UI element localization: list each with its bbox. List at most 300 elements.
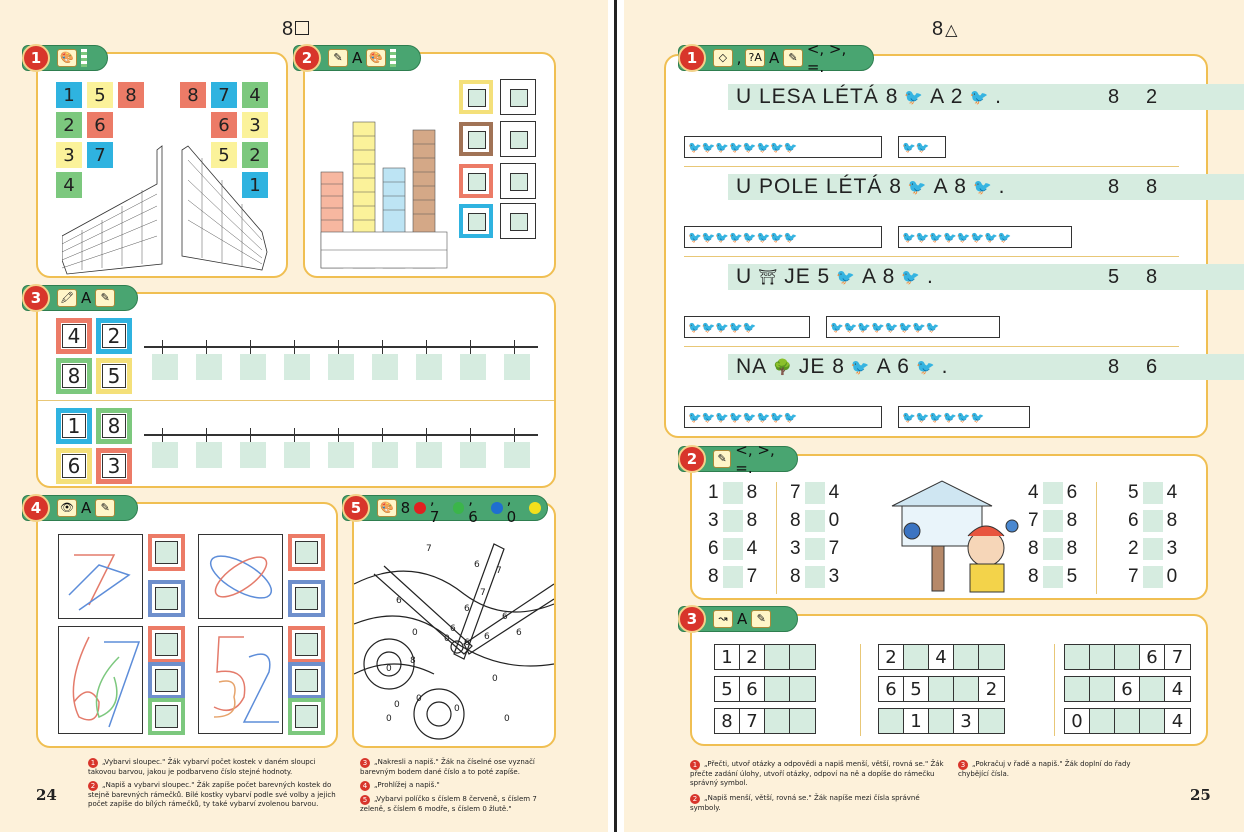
compare-left: 7 xyxy=(790,482,801,503)
compare-left: 4 xyxy=(1028,482,1039,503)
compare-right: 7 xyxy=(828,538,840,559)
sequence-blank[interactable] xyxy=(1140,677,1165,701)
divider xyxy=(684,166,1179,167)
sequence-blank[interactable] xyxy=(1090,645,1115,669)
sentence-line xyxy=(728,174,1244,200)
task5-panel xyxy=(352,502,556,748)
count-box-red[interactable] xyxy=(288,626,325,663)
compare-right: 0 xyxy=(1166,566,1178,587)
number-line-tick xyxy=(338,340,339,354)
number-line-tick xyxy=(382,428,383,442)
compare-right: 3 xyxy=(828,566,840,587)
task2-badge: ✎ A 🎨 xyxy=(293,45,421,71)
page-number-left: 24 xyxy=(36,786,57,804)
comparison-pair xyxy=(1128,566,1177,588)
comparison-pair xyxy=(708,538,757,560)
region-number: 0 xyxy=(412,628,418,638)
number-line-tick xyxy=(294,428,295,442)
comparison-pair xyxy=(708,482,757,504)
comparison-pair xyxy=(1128,510,1177,532)
brown-count-box[interactable] xyxy=(459,122,493,156)
answer-box[interactable] xyxy=(504,354,530,380)
question-icon: ?A xyxy=(745,49,765,67)
sequence-blank[interactable] xyxy=(954,645,979,669)
crayons-icon: 🖍 xyxy=(57,289,77,307)
region-number: 0 xyxy=(394,700,400,710)
red-dot-icon xyxy=(414,502,426,514)
compare-answer-box[interactable] xyxy=(805,538,825,560)
count-box-green[interactable] xyxy=(288,698,325,735)
sequence-number: 7 xyxy=(1165,645,1190,669)
pencil-icon: ✎ xyxy=(783,49,803,67)
sentence-part: JE 5 xyxy=(784,265,831,288)
sequence-number: 6 xyxy=(879,677,904,701)
count-box-red[interactable] xyxy=(288,534,325,571)
yellow-dot-icon xyxy=(529,502,541,514)
compare-answer-box[interactable] xyxy=(1043,510,1063,532)
bird-group-1: 🐦🐦🐦🐦🐦 xyxy=(684,316,810,338)
compare-left: 3 xyxy=(708,510,719,531)
answer-box[interactable] xyxy=(152,354,178,380)
sequence-number: 6 xyxy=(1115,677,1140,701)
sequence-blank[interactable] xyxy=(979,645,1004,669)
compare-answer-box[interactable] xyxy=(1143,566,1163,588)
answer-box[interactable] xyxy=(196,442,222,468)
sparrow-icon: 🐦 xyxy=(901,269,921,286)
region-number: 6 xyxy=(502,612,508,622)
compare-left: 5 xyxy=(1128,482,1139,503)
compare-left: 8 xyxy=(1028,566,1039,587)
page-header-left: 8 xyxy=(282,18,309,41)
r-task3-panel xyxy=(690,614,1208,746)
answer-box[interactable] xyxy=(196,354,222,380)
compare-answer-box[interactable] xyxy=(1143,482,1163,504)
answer-box[interactable] xyxy=(460,442,486,468)
r-task3-number: 3 xyxy=(678,605,706,633)
sequence-number: 0 xyxy=(1065,709,1090,733)
number-line-tick xyxy=(206,428,207,442)
block-towers-illustration xyxy=(317,112,449,272)
sequence-row xyxy=(1064,708,1191,734)
comparison-pair xyxy=(1028,566,1077,588)
comparison-pair xyxy=(1028,482,1077,504)
region-number: 7 xyxy=(496,566,502,576)
eraser-icon: ◇ xyxy=(713,49,733,67)
compare-left: 7 xyxy=(1128,566,1139,587)
sentence-line xyxy=(728,84,1244,110)
task2-panel xyxy=(303,52,556,278)
answer-box[interactable] xyxy=(372,442,398,468)
compare-answer-box[interactable] xyxy=(723,482,743,504)
sequence-row xyxy=(1064,644,1191,670)
compare-left: 6 xyxy=(1128,510,1139,531)
task1-number: 1 xyxy=(22,44,50,72)
number-line-tick xyxy=(514,428,515,442)
answer-box[interactable] xyxy=(152,442,178,468)
compare-right: 4 xyxy=(1166,482,1178,503)
sequence-icon: ↝ xyxy=(713,610,733,628)
sequence-blank[interactable] xyxy=(904,645,929,669)
bird-group-2: 🐦🐦 xyxy=(898,136,946,158)
sequence-row xyxy=(878,644,1005,670)
compare-left: 7 xyxy=(1028,510,1039,531)
sequence-number: 3 xyxy=(954,709,979,733)
bird-group-2: 🐦🐦🐦🐦🐦🐦🐦🐦 xyxy=(898,226,1072,248)
region-number: 6 xyxy=(474,560,480,570)
sequence-blank[interactable] xyxy=(790,677,815,701)
comparison-pair xyxy=(1028,510,1077,532)
compare-answer-box[interactable] xyxy=(1043,566,1063,588)
number-tile: 7 xyxy=(87,142,113,168)
column-icon xyxy=(390,49,396,67)
sequence-blank[interactable] xyxy=(979,709,1004,733)
sequence-number: 2 xyxy=(740,645,765,669)
number-box: 1 xyxy=(56,408,92,444)
compare-left: 1 xyxy=(708,482,719,503)
task5-badge: 🎨 8 , 7 , 6 , 0 xyxy=(342,495,548,521)
sentence-part: . xyxy=(941,355,949,378)
number-tile: 4 xyxy=(242,82,268,108)
palette-icon: 🎨 xyxy=(377,499,397,517)
comparison-pair xyxy=(708,566,757,588)
number-line-tick xyxy=(162,340,163,354)
bird-group-1: 🐦🐦🐦🐦🐦🐦🐦🐦 xyxy=(684,226,882,248)
sequence-blank[interactable] xyxy=(765,645,790,669)
number-box: 5 xyxy=(96,358,132,394)
number-line xyxy=(144,346,538,348)
sentence-part: A 6 xyxy=(876,355,910,378)
sentence-part: U xyxy=(736,265,753,288)
white-count-box-1[interactable] xyxy=(501,80,535,114)
compare-answer-box[interactable] xyxy=(1143,510,1163,532)
sentence-part: U POLE LÉTÁ 8 xyxy=(736,175,902,198)
divider xyxy=(776,482,777,594)
compare-right: 4 xyxy=(746,538,758,559)
number-line-tick xyxy=(250,340,251,354)
compare-right: 6 xyxy=(1146,356,1158,378)
compare-left: 8 xyxy=(708,566,719,587)
region-number: 0 xyxy=(386,714,392,724)
compare-left: 8 xyxy=(1108,86,1120,108)
white-count-box-2[interactable] xyxy=(501,122,535,156)
number-tile: 2 xyxy=(56,112,82,138)
region-number: 7 xyxy=(480,588,486,598)
sequence-blank[interactable] xyxy=(765,677,790,701)
sequence-blank[interactable] xyxy=(879,709,904,733)
region-number: 6 xyxy=(464,638,470,648)
divider xyxy=(1096,482,1097,594)
comparison-pair xyxy=(790,538,839,560)
triangle-icon: △ xyxy=(945,22,958,39)
sentence-part: . xyxy=(998,175,1006,198)
region-number: 6 xyxy=(396,596,402,606)
comparison-pair xyxy=(1128,482,1177,504)
sequence-number: 4 xyxy=(1165,677,1190,701)
sparrow-icon: 🐦 xyxy=(972,179,993,196)
compare-answer-box[interactable] xyxy=(1122,265,1142,289)
region-number: 0 xyxy=(454,704,460,714)
number-line xyxy=(144,434,538,436)
compare-answer-box[interactable] xyxy=(1043,482,1063,504)
drawing-box-digits-52 xyxy=(198,626,283,734)
task4-number: 4 xyxy=(22,494,50,522)
compare-left: 8 xyxy=(1028,538,1039,559)
compare-left: 5 xyxy=(1108,266,1120,288)
white-count-box-3[interactable] xyxy=(501,164,535,198)
sequence-row xyxy=(878,676,1005,702)
comparison-pair xyxy=(1028,538,1077,560)
drawing-box-digits-67 xyxy=(58,626,143,734)
eye-icon: 👁 xyxy=(57,499,77,517)
bird-group-1: 🐦🐦🐦🐦🐦🐦🐦🐦 xyxy=(684,406,882,428)
number-line-tick xyxy=(514,340,515,354)
r-task2-number: 2 xyxy=(678,445,706,473)
number-tile: 2 xyxy=(242,142,268,168)
yellow-count-box[interactable] xyxy=(459,80,493,114)
task2-number: 2 xyxy=(293,44,321,72)
sentence-part: JE 8 xyxy=(798,355,845,378)
number-line-tick xyxy=(382,340,383,354)
sequence-number: 4 xyxy=(929,645,954,669)
sequence-blank[interactable] xyxy=(765,709,790,733)
comparison-pair xyxy=(790,510,839,532)
sentence-part: A 8 xyxy=(861,265,896,288)
sentence-part: U LESA LÉTÁ 8 xyxy=(736,85,899,108)
answer-box[interactable] xyxy=(284,354,310,380)
sequence-number: 7 xyxy=(740,709,765,733)
compare-right: 8 xyxy=(1166,510,1178,531)
answer-box[interactable] xyxy=(504,442,530,468)
number-tile: 7 xyxy=(211,82,237,108)
left-page xyxy=(0,0,608,832)
number-box: 8 xyxy=(56,358,92,394)
compare-right: 0 xyxy=(828,510,840,531)
answer-box[interactable] xyxy=(416,354,442,380)
sequence-blank[interactable] xyxy=(1090,677,1115,701)
green-dot-icon xyxy=(453,502,465,514)
count-box-blue[interactable] xyxy=(148,662,185,699)
sequence-blank[interactable] xyxy=(954,677,979,701)
compare-left: 8 xyxy=(1108,356,1120,378)
r-task1-number: 1 xyxy=(678,44,706,72)
number-line-tick xyxy=(470,428,471,442)
sequence-number: 6 xyxy=(1140,645,1165,669)
bird-group-2: 🐦🐦🐦🐦🐦🐦 xyxy=(898,406,1030,428)
number-tile: 6 xyxy=(211,112,237,138)
sequence-blank[interactable] xyxy=(929,709,954,733)
pencil-icon: ✎ xyxy=(95,289,115,307)
region-number: 0 xyxy=(504,714,510,724)
cube-stairs-illustration xyxy=(62,140,272,276)
count-box-green[interactable] xyxy=(148,698,185,735)
r-task1-panel xyxy=(664,54,1208,438)
sequence-row xyxy=(714,708,816,734)
compare-answer-box[interactable] xyxy=(1122,175,1142,199)
number-line-tick xyxy=(426,428,427,442)
number-line-tick xyxy=(470,340,471,354)
count-box-red[interactable] xyxy=(148,534,185,571)
comparison-pair xyxy=(1128,538,1177,560)
count-box-blue[interactable] xyxy=(288,662,325,699)
number-box: 3 xyxy=(96,448,132,484)
pencil-icon: ✎ xyxy=(713,450,731,468)
pencil-icon: ✎ xyxy=(95,499,115,517)
sentence-line xyxy=(728,354,1244,380)
region-number: 6 xyxy=(516,628,522,638)
column-icon xyxy=(81,49,87,67)
sentence-part: . xyxy=(995,85,1003,108)
task4-panel xyxy=(36,502,338,748)
answer-box[interactable] xyxy=(328,442,354,468)
red-count-box[interactable] xyxy=(459,164,493,198)
sequence-number: 6 xyxy=(740,677,765,701)
sequence-blank[interactable] xyxy=(1115,709,1140,733)
number-tile: 5 xyxy=(211,142,237,168)
white-count-box-4[interactable] xyxy=(501,204,535,238)
compare-left: 3 xyxy=(790,538,801,559)
task3-number: 3 xyxy=(22,284,50,312)
divider xyxy=(38,400,554,401)
region-number: 0 xyxy=(492,674,498,684)
sentence-part: . xyxy=(927,265,934,288)
compare-right: 8 xyxy=(1146,176,1158,198)
compare-answer-box[interactable] xyxy=(723,510,743,532)
count-box-blue[interactable] xyxy=(288,580,325,617)
square-icon xyxy=(295,21,309,35)
r-task3-badge: ↝ A ✎ xyxy=(678,606,798,632)
number-tile: 4 xyxy=(56,172,82,198)
compare-answer-box[interactable] xyxy=(1143,538,1163,560)
compare-right: 8 xyxy=(746,510,758,531)
sequence-number: 1 xyxy=(904,709,929,733)
compare-right: 8 xyxy=(1146,266,1158,288)
drawing-box-loops xyxy=(198,534,283,619)
swallow-icon: 🐦 xyxy=(907,179,928,196)
number-line-tick xyxy=(338,428,339,442)
sequence-number: 5 xyxy=(904,677,929,701)
sparrow-icon: 🐦 xyxy=(969,89,990,106)
tree-icon: 🌳 xyxy=(773,359,793,376)
count-box-blue[interactable] xyxy=(148,580,185,617)
compare-answer-box[interactable] xyxy=(723,566,743,588)
number-tile: 1 xyxy=(242,172,268,198)
number-tile: 3 xyxy=(56,142,82,168)
answer-box[interactable] xyxy=(284,442,310,468)
sentence-part: A 8 xyxy=(933,175,967,198)
sequence-blank[interactable] xyxy=(790,645,815,669)
number-tile: 8 xyxy=(118,82,144,108)
answer-box[interactable] xyxy=(240,442,266,468)
sequence-blank[interactable] xyxy=(1140,709,1165,733)
compare-answer-box[interactable] xyxy=(805,510,825,532)
number-box: 4 xyxy=(56,318,92,354)
compare-right: 2 xyxy=(1146,86,1158,108)
sequence-blank[interactable] xyxy=(929,677,954,701)
number-line-tick xyxy=(250,428,251,442)
sequence-blank[interactable] xyxy=(1115,645,1140,669)
number-line-tick xyxy=(162,428,163,442)
sequence-number: 4 xyxy=(1165,709,1190,733)
number-line-tick xyxy=(426,340,427,354)
answer-box[interactable] xyxy=(460,354,486,380)
answer-box[interactable] xyxy=(328,354,354,380)
compare-left: 2 xyxy=(1128,538,1139,559)
palette-icon: 🎨 xyxy=(57,49,77,67)
compare-left: 8 xyxy=(1108,176,1120,198)
r-task2-badge: ✎ <, >, =. xyxy=(678,446,798,472)
compare-right: 7 xyxy=(746,566,758,587)
task3-panel xyxy=(36,292,556,488)
comparison-pair xyxy=(708,510,757,532)
region-number: 0 xyxy=(386,664,392,674)
tit-icon: 🐦 xyxy=(836,269,856,286)
compare-answer-box[interactable] xyxy=(1122,355,1142,379)
pencil-icon: ✎ xyxy=(328,49,348,67)
number-tile: 5 xyxy=(87,82,113,108)
number-tile: 3 xyxy=(242,112,268,138)
palette-icon: 🎨 xyxy=(366,49,386,67)
compare-right: 3 xyxy=(1166,538,1178,559)
compare-answer-box[interactable] xyxy=(1043,538,1063,560)
region-number: 0 xyxy=(444,634,450,644)
region-number: 0 xyxy=(416,694,422,704)
compare-right: 8 xyxy=(1066,510,1078,531)
answer-box[interactable] xyxy=(372,354,398,380)
sequence-blank[interactable] xyxy=(790,709,815,733)
sequence-blank[interactable] xyxy=(1065,677,1090,701)
divider xyxy=(684,346,1179,347)
sequence-number: 5 xyxy=(715,677,740,701)
task3-badge: 🖍 A ✎ xyxy=(22,285,138,311)
blue-count-box[interactable] xyxy=(459,204,493,238)
number-line-tick xyxy=(206,340,207,354)
sequence-number: 8 xyxy=(715,709,740,733)
sentence-part: NA xyxy=(736,355,768,378)
comparison-pair xyxy=(790,566,839,588)
notes-right-col1: 1 „Přečti, utvoř otázky a odpovědi a napiš menší, větší, rovná se." Žák přečte zadání úlohy, utvoří otázky, odpoví na ně a dopíše do rámečku správný symbol. 2 „Napiš menší, větší, rovná se." Žák napíše mezi čísla správné symboly. xyxy=(690,760,944,812)
count-box-red[interactable] xyxy=(148,626,185,663)
notes-left-col1: 1 „Vybarvi sloupec." Žák vybarví počet kostek v daném sloupci takovou barvou, jakou je podbarveno číslo stejné hodnoty. 2 „Napiš a vybarvi sloupec." Žák zapíše počet barevných kostek do stejně barevných rámečků. Bílé kostky vybarví podle své volby a jejich počet zapíše do bílých rámečků, ty také vybarví zvolenou barvou. xyxy=(88,758,336,808)
right-page xyxy=(624,0,1244,832)
divider xyxy=(860,644,861,736)
compare-right: 6 xyxy=(1066,482,1078,503)
compare-answer-box[interactable] xyxy=(1122,85,1142,109)
sequence-number: 2 xyxy=(979,677,1004,701)
answer-box[interactable] xyxy=(240,354,266,380)
r-task1-badge: ◇ , ?A A ✎ <, >, =. xyxy=(678,45,874,71)
compare-answer-box[interactable] xyxy=(805,482,825,504)
sequence-blank[interactable] xyxy=(1065,645,1090,669)
region-number: 6 xyxy=(464,604,470,614)
swallow-icon: 🐦 xyxy=(904,89,925,106)
task4-badge: 👁 A ✎ xyxy=(22,495,138,521)
compare-answer-box[interactable] xyxy=(723,538,743,560)
number-box: 8 xyxy=(96,408,132,444)
region-number: 7 xyxy=(426,544,432,554)
compare-right: 8 xyxy=(1066,538,1078,559)
number-tile: 6 xyxy=(87,112,113,138)
sentence-part: A 2 xyxy=(930,85,964,108)
bird-feeder-illustration xyxy=(882,476,1022,596)
sentence-line xyxy=(728,264,1244,290)
answer-box[interactable] xyxy=(416,442,442,468)
number-box: 2 xyxy=(96,318,132,354)
drawing-box-seven xyxy=(58,534,143,619)
compare-answer-box[interactable] xyxy=(805,566,825,588)
sequence-row xyxy=(1064,676,1191,702)
pencil-icon: ✎ xyxy=(751,610,771,628)
sequence-blank[interactable] xyxy=(1090,709,1115,733)
